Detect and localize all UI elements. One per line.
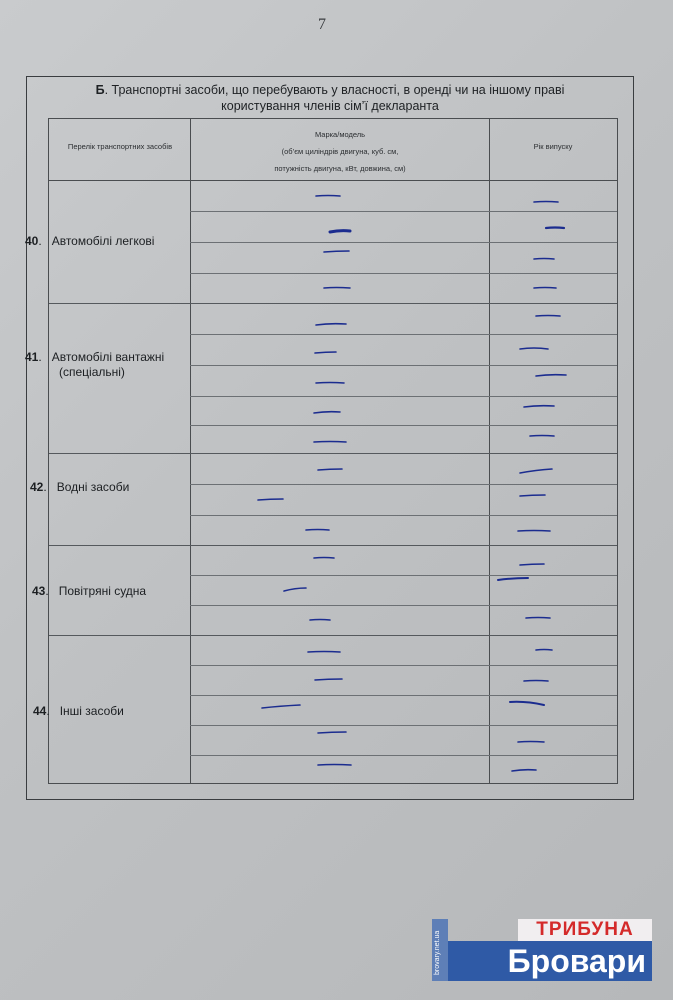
dash-mark <box>308 652 340 653</box>
dash-mark <box>318 732 346 733</box>
header-vehicle-list: Перелік транспортних засобів <box>67 142 173 151</box>
dash-mark <box>512 770 536 771</box>
section-title-line1: . Транспортні засоби, що перебувають у власності, в оренді чи на іншому праві <box>104 83 565 97</box>
dash-mark <box>318 469 342 470</box>
dash-mark <box>316 383 344 384</box>
logo-site-strip <box>432 919 448 981</box>
row-44-text: Інші засоби <box>59 704 124 718</box>
row-41-number: 41 <box>25 350 39 364</box>
page-number: 7 <box>318 16 326 33</box>
dash-mark <box>324 288 350 289</box>
row-41-label: 41. Автомобілі вантажні (спеціальні) <box>25 350 165 379</box>
row-41-text-line2: (спеціальні) <box>59 365 125 379</box>
header-make-model-line2: (об’єм циліндрів двигуна, куб. см, <box>281 147 399 156</box>
row-40-label: 40. Автомобілі легкові <box>25 234 155 248</box>
row-40-number: 40 <box>25 234 39 248</box>
dash-mark <box>520 495 545 496</box>
dash-mark <box>536 375 566 376</box>
dash-mark <box>310 620 330 621</box>
row-42-text: Водні засоби <box>56 480 130 494</box>
dash-mark <box>518 742 544 743</box>
dash-mark <box>306 530 329 531</box>
dash-mark <box>324 251 349 252</box>
dash-mark <box>520 564 544 565</box>
dash-mark <box>534 259 554 260</box>
dash-mark <box>498 578 528 580</box>
dash-mark <box>314 412 340 413</box>
dash-mark <box>530 436 554 437</box>
dash-mark <box>314 558 334 559</box>
logo-site-text: brovary.net.ua <box>434 930 441 975</box>
row-41-text: Автомобілі вантажні <box>51 350 165 364</box>
row-42-label: 42. Водні засоби <box>30 480 130 494</box>
dash-mark <box>534 202 558 203</box>
dash-mark <box>316 324 346 325</box>
section-title-line2: користування членів сім’ї декларанта <box>221 99 439 113</box>
dash-mark <box>520 348 548 349</box>
row-44-label: 44. Інші засоби <box>33 704 124 718</box>
dash-mark <box>315 352 336 353</box>
row-43-text: Повітряні судна <box>58 584 147 598</box>
section-letter: Б <box>95 83 105 97</box>
dash-mark <box>510 702 544 705</box>
dash-mark <box>330 231 350 232</box>
dash-mark <box>536 316 560 317</box>
dash-mark <box>258 499 283 500</box>
row-44-number: 44 <box>33 704 47 718</box>
dash-mark <box>284 588 306 591</box>
logo-main-text: Бровари <box>448 941 652 981</box>
dash-mark <box>526 618 550 619</box>
row-43-label: 43. Повітряні судна <box>32 584 147 598</box>
dash-mark <box>534 288 556 289</box>
dash-mark <box>316 196 340 197</box>
dash-mark <box>315 679 342 680</box>
dash-mark <box>524 681 548 682</box>
dash-mark <box>318 765 351 766</box>
logo-top-text: ТРИБУНА <box>518 919 652 941</box>
dash-mark <box>524 406 554 407</box>
row-43-number: 43 <box>32 584 46 598</box>
dash-mark <box>314 442 346 443</box>
tribuna-brovary-logo <box>432 919 652 981</box>
row-40-text: Автомобілі легкові <box>51 234 155 248</box>
header-make-model-line1: Марка/модель <box>314 130 366 139</box>
row-42-number: 42 <box>30 480 44 494</box>
dash-mark <box>518 531 550 532</box>
header-year: Рік випуску <box>533 142 573 151</box>
dash-mark <box>520 469 552 473</box>
dash-mark <box>546 228 564 229</box>
dash-mark <box>262 705 300 708</box>
header-make-model-line3: потужність двигуна, кВт, довжина, см) <box>274 164 406 173</box>
dash-mark <box>536 650 552 651</box>
